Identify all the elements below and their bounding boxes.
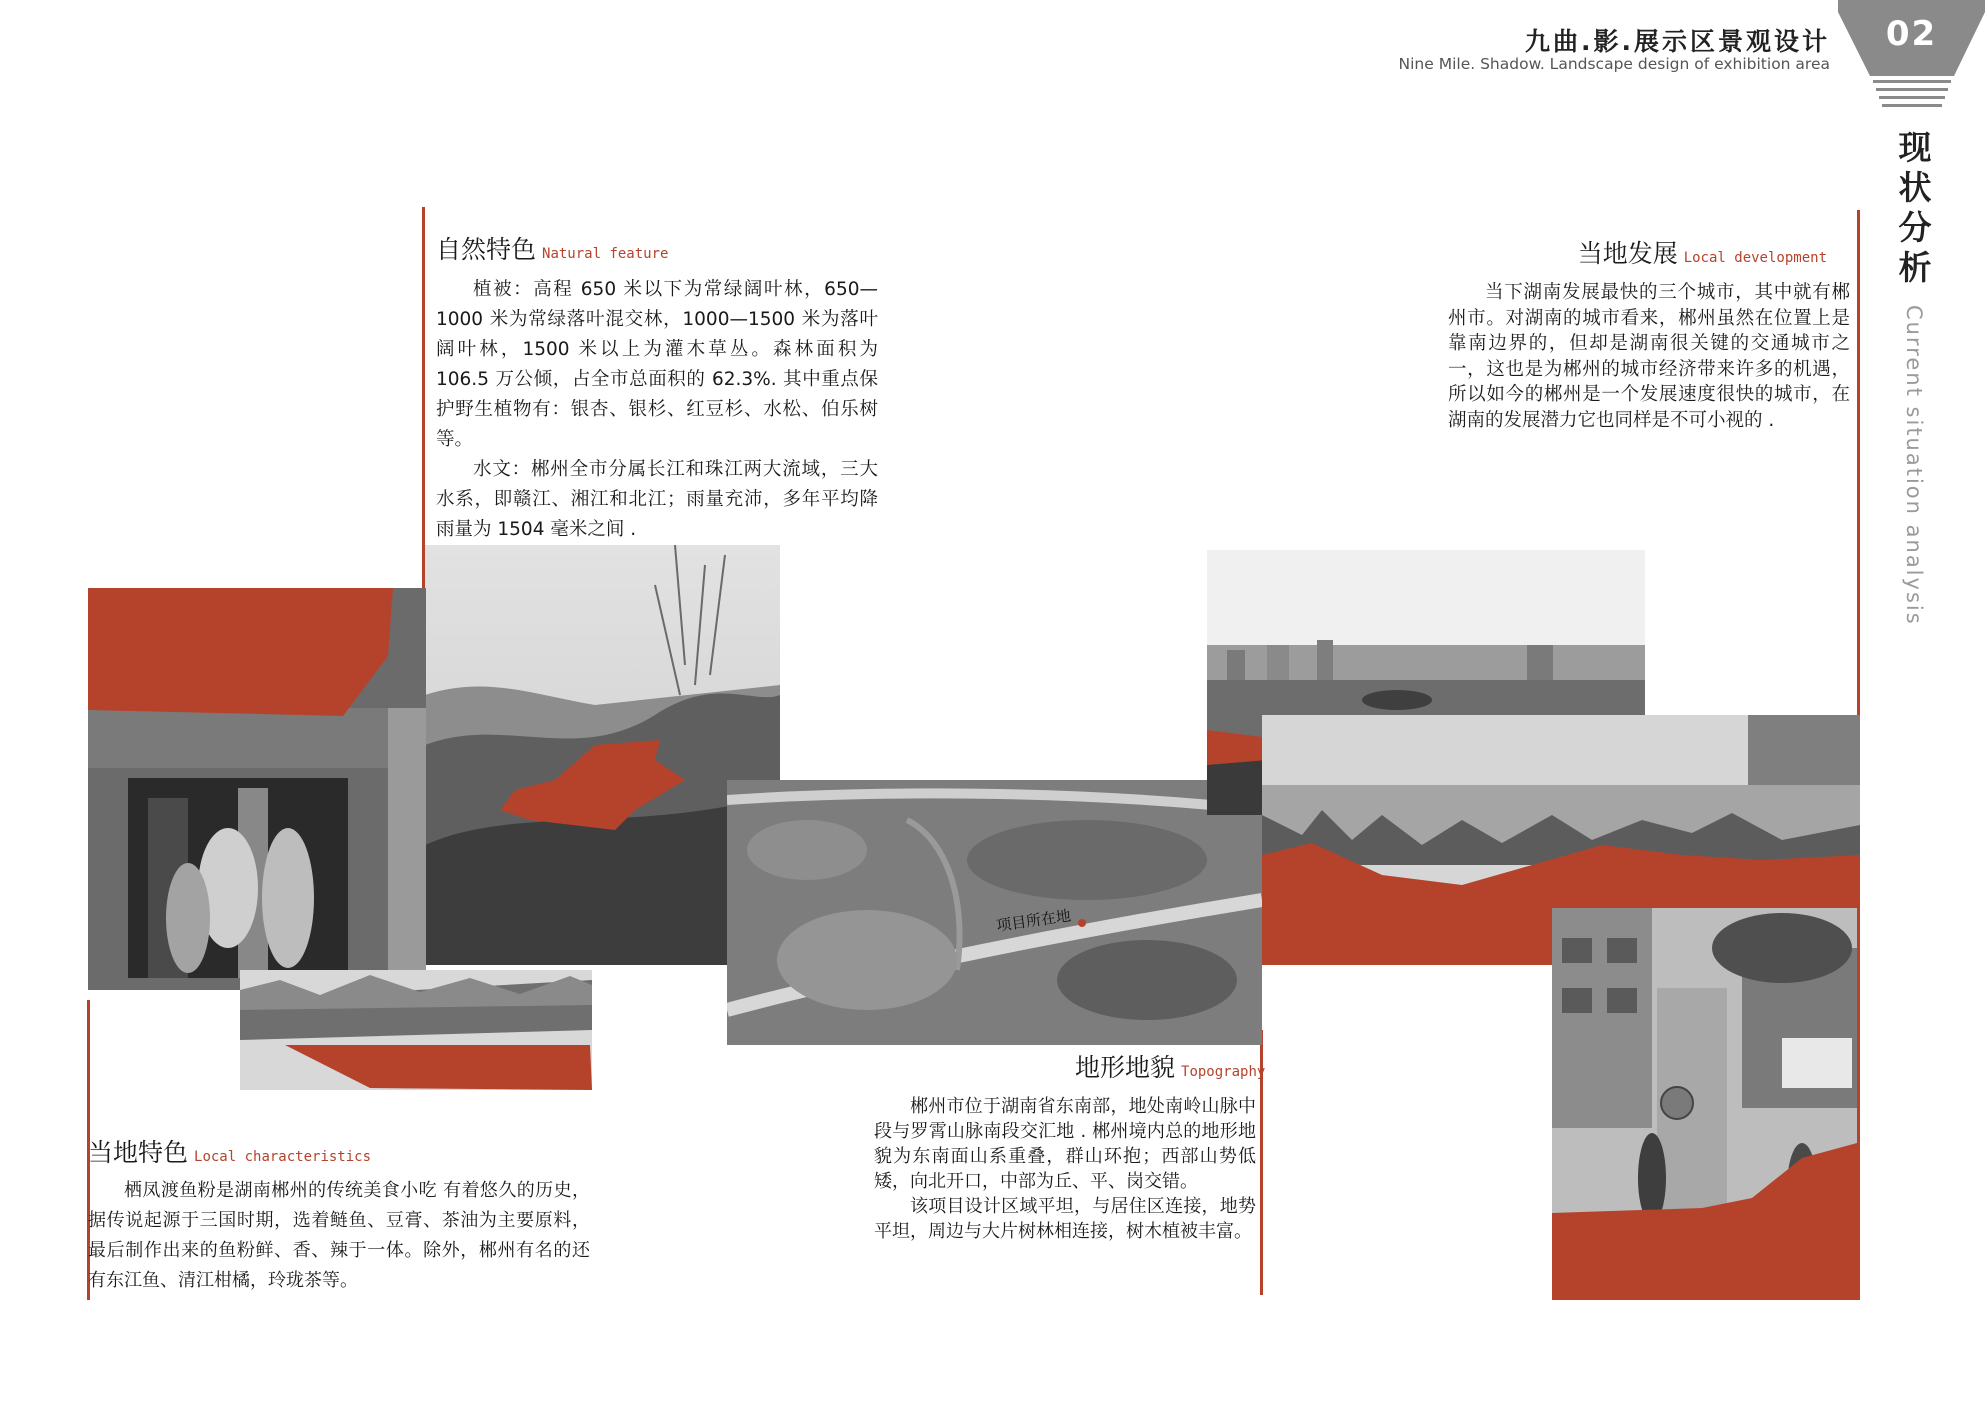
characteristics-title-en: Local characteristics <box>194 1149 372 1165</box>
aerial-map-photo <box>727 780 1262 1045</box>
topography-text <box>874 1094 1256 1244</box>
characteristics-title-cn: 当地特色 <box>88 1138 189 1167</box>
natural-title-en: Natural feature <box>542 246 669 262</box>
street-photo <box>240 970 592 1090</box>
development-paragraph: 当下湖南发展最快的三个城市，其中就有郴州市。对湖南的城市看来，郴州虽然在位置上是靠南边界的，但却是湖南很关键的交通城市之一，这也是为郴州的城市经济带来许多的机遇，所以如今的郴州是一个发展速度很快的城市，在湖南的发展潜力它也同样是不可小视的 . <box>1448 282 1850 431</box>
header-title-en: Nine Mile. Shadow. Landscape design of exhibition area <box>1398 55 1830 73</box>
natural-vegetation: 植被：高程 650 米以下为常绿阔叶林，650—1000 米为常绿落叶混交林，1000—1500 米为落叶阔叶林，1500 米以上为灌木草丛。森林面积为 106.5 万公倾，占全市总面积的 62.3%. 其中重点保护野生植物有：银杏、银杉、红豆杉、水松、伯乐树等。 <box>436 279 878 450</box>
development-heading <box>1578 234 1827 270</box>
shop-front-photo <box>88 588 426 990</box>
characteristics-heading <box>88 1133 371 1169</box>
topography-heading <box>1075 1048 1265 1084</box>
page-number: 02 <box>1885 14 1938 54</box>
school-gate-photo <box>1552 908 1857 1300</box>
development-title-cn: 当地发展 <box>1577 239 1678 268</box>
development-text <box>1448 280 1850 433</box>
topography-paragraph-1: 郴州市位于湖南省东南部，地处南岭山脉中段与罗霄山脉南段交汇地 . 郴州境内总的地形地貌为东南面山系重叠，群山环抱；西部山势低矮，向北开口，中部为丘、平、岗交错。 <box>874 1096 1256 1192</box>
natural-hydrology: 水文：郴州全市分属长江和珠江两大流域，三大水系，即赣江、湘江和北江；雨量充沛，多年平均降雨量为 1504 毫米之间 . <box>436 459 878 540</box>
natural-title-cn: 自然特色 <box>436 235 537 264</box>
characteristics-text <box>88 1176 590 1296</box>
side-title-en: Current situation analysis <box>1902 305 1926 626</box>
project-location-label: 项目所在地 <box>995 906 1073 935</box>
development-title-en: Local development <box>1683 250 1827 266</box>
natural-text <box>436 275 878 545</box>
natural-heading <box>436 230 668 266</box>
characteristics-paragraph: 栖凤渡鱼粉是湖南郴州的传统美食小吃 有着悠久的历史，据传说起源于三国时期，选着鲢鱼、豆膏、茶油为主要原料，最后制作出来的鱼粉鲜、香、辣于一体。除外，郴州有名的还有东江鱼、清江柑橘，玲珑茶等。 <box>88 1180 590 1291</box>
topography-title-cn: 地形地貌 <box>1075 1053 1176 1082</box>
page-badge <box>1838 0 1985 112</box>
header-title-cn: 九曲.影.展示区景观设计 <box>1525 27 1830 56</box>
topography-title-en: Topography <box>1181 1064 1266 1080</box>
topography-paragraph-2: 该项目设计区域平坦，与居住区连接，地势平坦，周边与大片树林相连接，树木植被丰富。 <box>874 1196 1256 1242</box>
side-title-cn: 现状分析 <box>1898 128 1932 287</box>
